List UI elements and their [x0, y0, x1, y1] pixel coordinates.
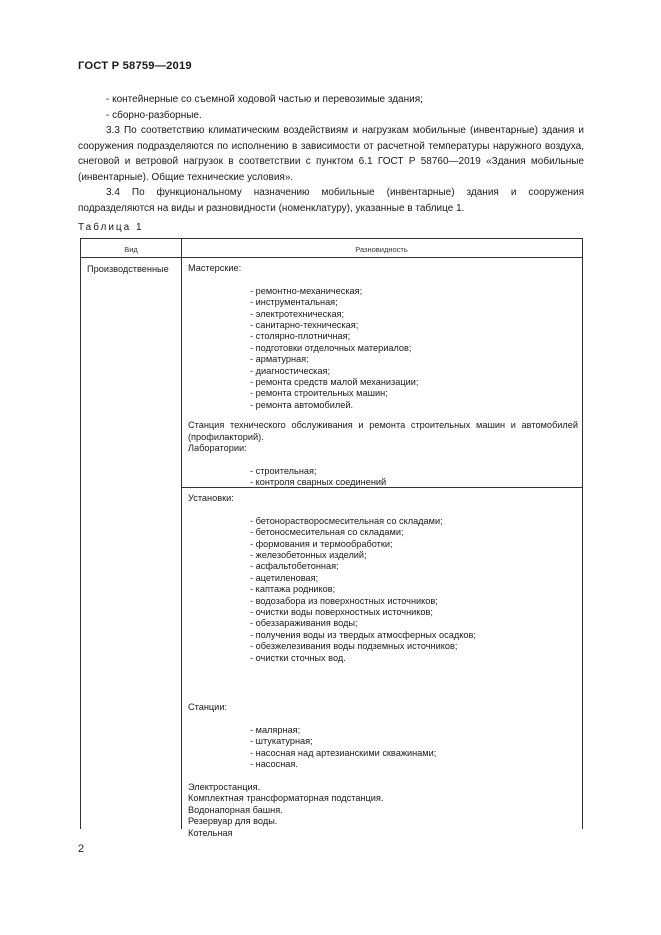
- list-item: - инструментальная;: [188, 297, 578, 308]
- bullet-list: [78, 92, 584, 123]
- header-divider: [81, 257, 582, 258]
- table-1: [80, 238, 583, 838]
- list-item: - санитарно-техническая;: [188, 320, 578, 331]
- bullet-item: - контейнерные со съемной ходовой частью и перевозимые здания;: [106, 94, 423, 105]
- installations-title: Установки:: [188, 493, 234, 503]
- list-item: - диагностическая;: [188, 366, 578, 377]
- list-item: - железобетонных изделий;: [188, 550, 578, 561]
- paragraph-3-3: 3.3 По соответствию климатическим воздействиям и нагрузкам мобильные (инвентарные) здания и сооружения подразделяются по исполнению в зависимости от расчетной температуры наружного воздуха, снеговой и ветровой нагрузок в соответствии с пунктом 6.1 ГОСТ Р 58760—2019 «Здания мобильные (инвентарные). Общие технические условия».: [78, 125, 584, 183]
- list-item: - водозабора из поверхностных источников;: [188, 596, 578, 607]
- list-item: - бетоносмесительная со складами;: [188, 527, 578, 538]
- list-item: - столярно-плотничная;: [188, 331, 578, 342]
- tail-item: Котельная: [188, 827, 233, 838]
- installations-block: [188, 493, 578, 839]
- list-item: - каптажа родников;: [188, 584, 578, 595]
- tail-item: Резервуар для воды.: [188, 816, 278, 827]
- kind-cell: Производственные: [87, 264, 169, 274]
- list-item: - штукатурная;: [188, 736, 578, 747]
- page-number: 2: [78, 843, 85, 855]
- list-item: - формования и термообработки;: [188, 539, 578, 550]
- page-title: ГОСТ Р 58759—2019: [78, 60, 192, 72]
- list-item: - обезжелезивания воды подземных источников;: [188, 641, 578, 652]
- list-item: - ацетиленовая;: [188, 573, 578, 584]
- list-item: - ремонтно-механическая;: [188, 286, 578, 297]
- list-item: - насосная.: [188, 759, 578, 770]
- workshops-block: [188, 263, 578, 489]
- list-item: - контроля сварных соединений: [188, 477, 578, 488]
- labs-list: [188, 466, 578, 489]
- bullet-item: - сборно-разборные.: [106, 109, 202, 121]
- stations-list: [188, 725, 578, 771]
- list-item: - малярная;: [188, 725, 578, 736]
- workshops-title: Мастерские:: [188, 263, 242, 273]
- list-item: - строительная;: [188, 466, 578, 477]
- labs-title: Лаборатории:: [188, 443, 247, 454]
- list-item: - получения воды из твердых атмосферных осадков;: [188, 630, 578, 641]
- tail-item: Комплектная трансформаторная подстанция.: [188, 793, 384, 804]
- tail-item: Электростанция.: [188, 781, 261, 792]
- list-item: - очистки воды поверхностных источников;: [188, 607, 578, 618]
- list-item: - бетонорастворосмесительная со складами;: [188, 516, 578, 527]
- list-item: - асфальтобетонная;: [188, 561, 578, 572]
- installations-list: [188, 516, 578, 664]
- list-item: - ремонта средств малой механизации;: [188, 377, 578, 388]
- list-item: - насосная над артезианскими скважинами;: [188, 748, 578, 759]
- tail-item: Водонапорная башня.: [188, 804, 283, 815]
- stations-title: Станции:: [188, 702, 228, 713]
- column-divider: [181, 239, 182, 829]
- service-station-text: Станция технического обслуживания и ремонта строительных машин и автомобилей (профилакторий).: [188, 420, 578, 442]
- list-item: - ремонта автомобилей.: [188, 400, 578, 411]
- workshops-list: [188, 286, 578, 411]
- column-header-kind: Вид: [124, 245, 138, 254]
- paragraph-3-4: 3.4 По функциональному назначению мобильные (инвентарные) здания и сооружения подразделяются на виды и разновидности (номенклатуру), указанные в таблице 1.: [78, 187, 584, 214]
- list-item: - арматурная;: [188, 354, 578, 365]
- table-caption: Таблица 1: [78, 222, 144, 233]
- list-item: - очистки сточных вод.: [188, 653, 578, 664]
- list-item: - ремонта строительных машин;: [188, 388, 578, 399]
- list-item: - подготовки отделочных материалов;: [188, 343, 578, 354]
- list-item: - электротехническая;: [188, 309, 578, 320]
- list-item: - обеззараживания воды;: [188, 618, 578, 629]
- column-header-variety: Разновидность: [355, 245, 408, 254]
